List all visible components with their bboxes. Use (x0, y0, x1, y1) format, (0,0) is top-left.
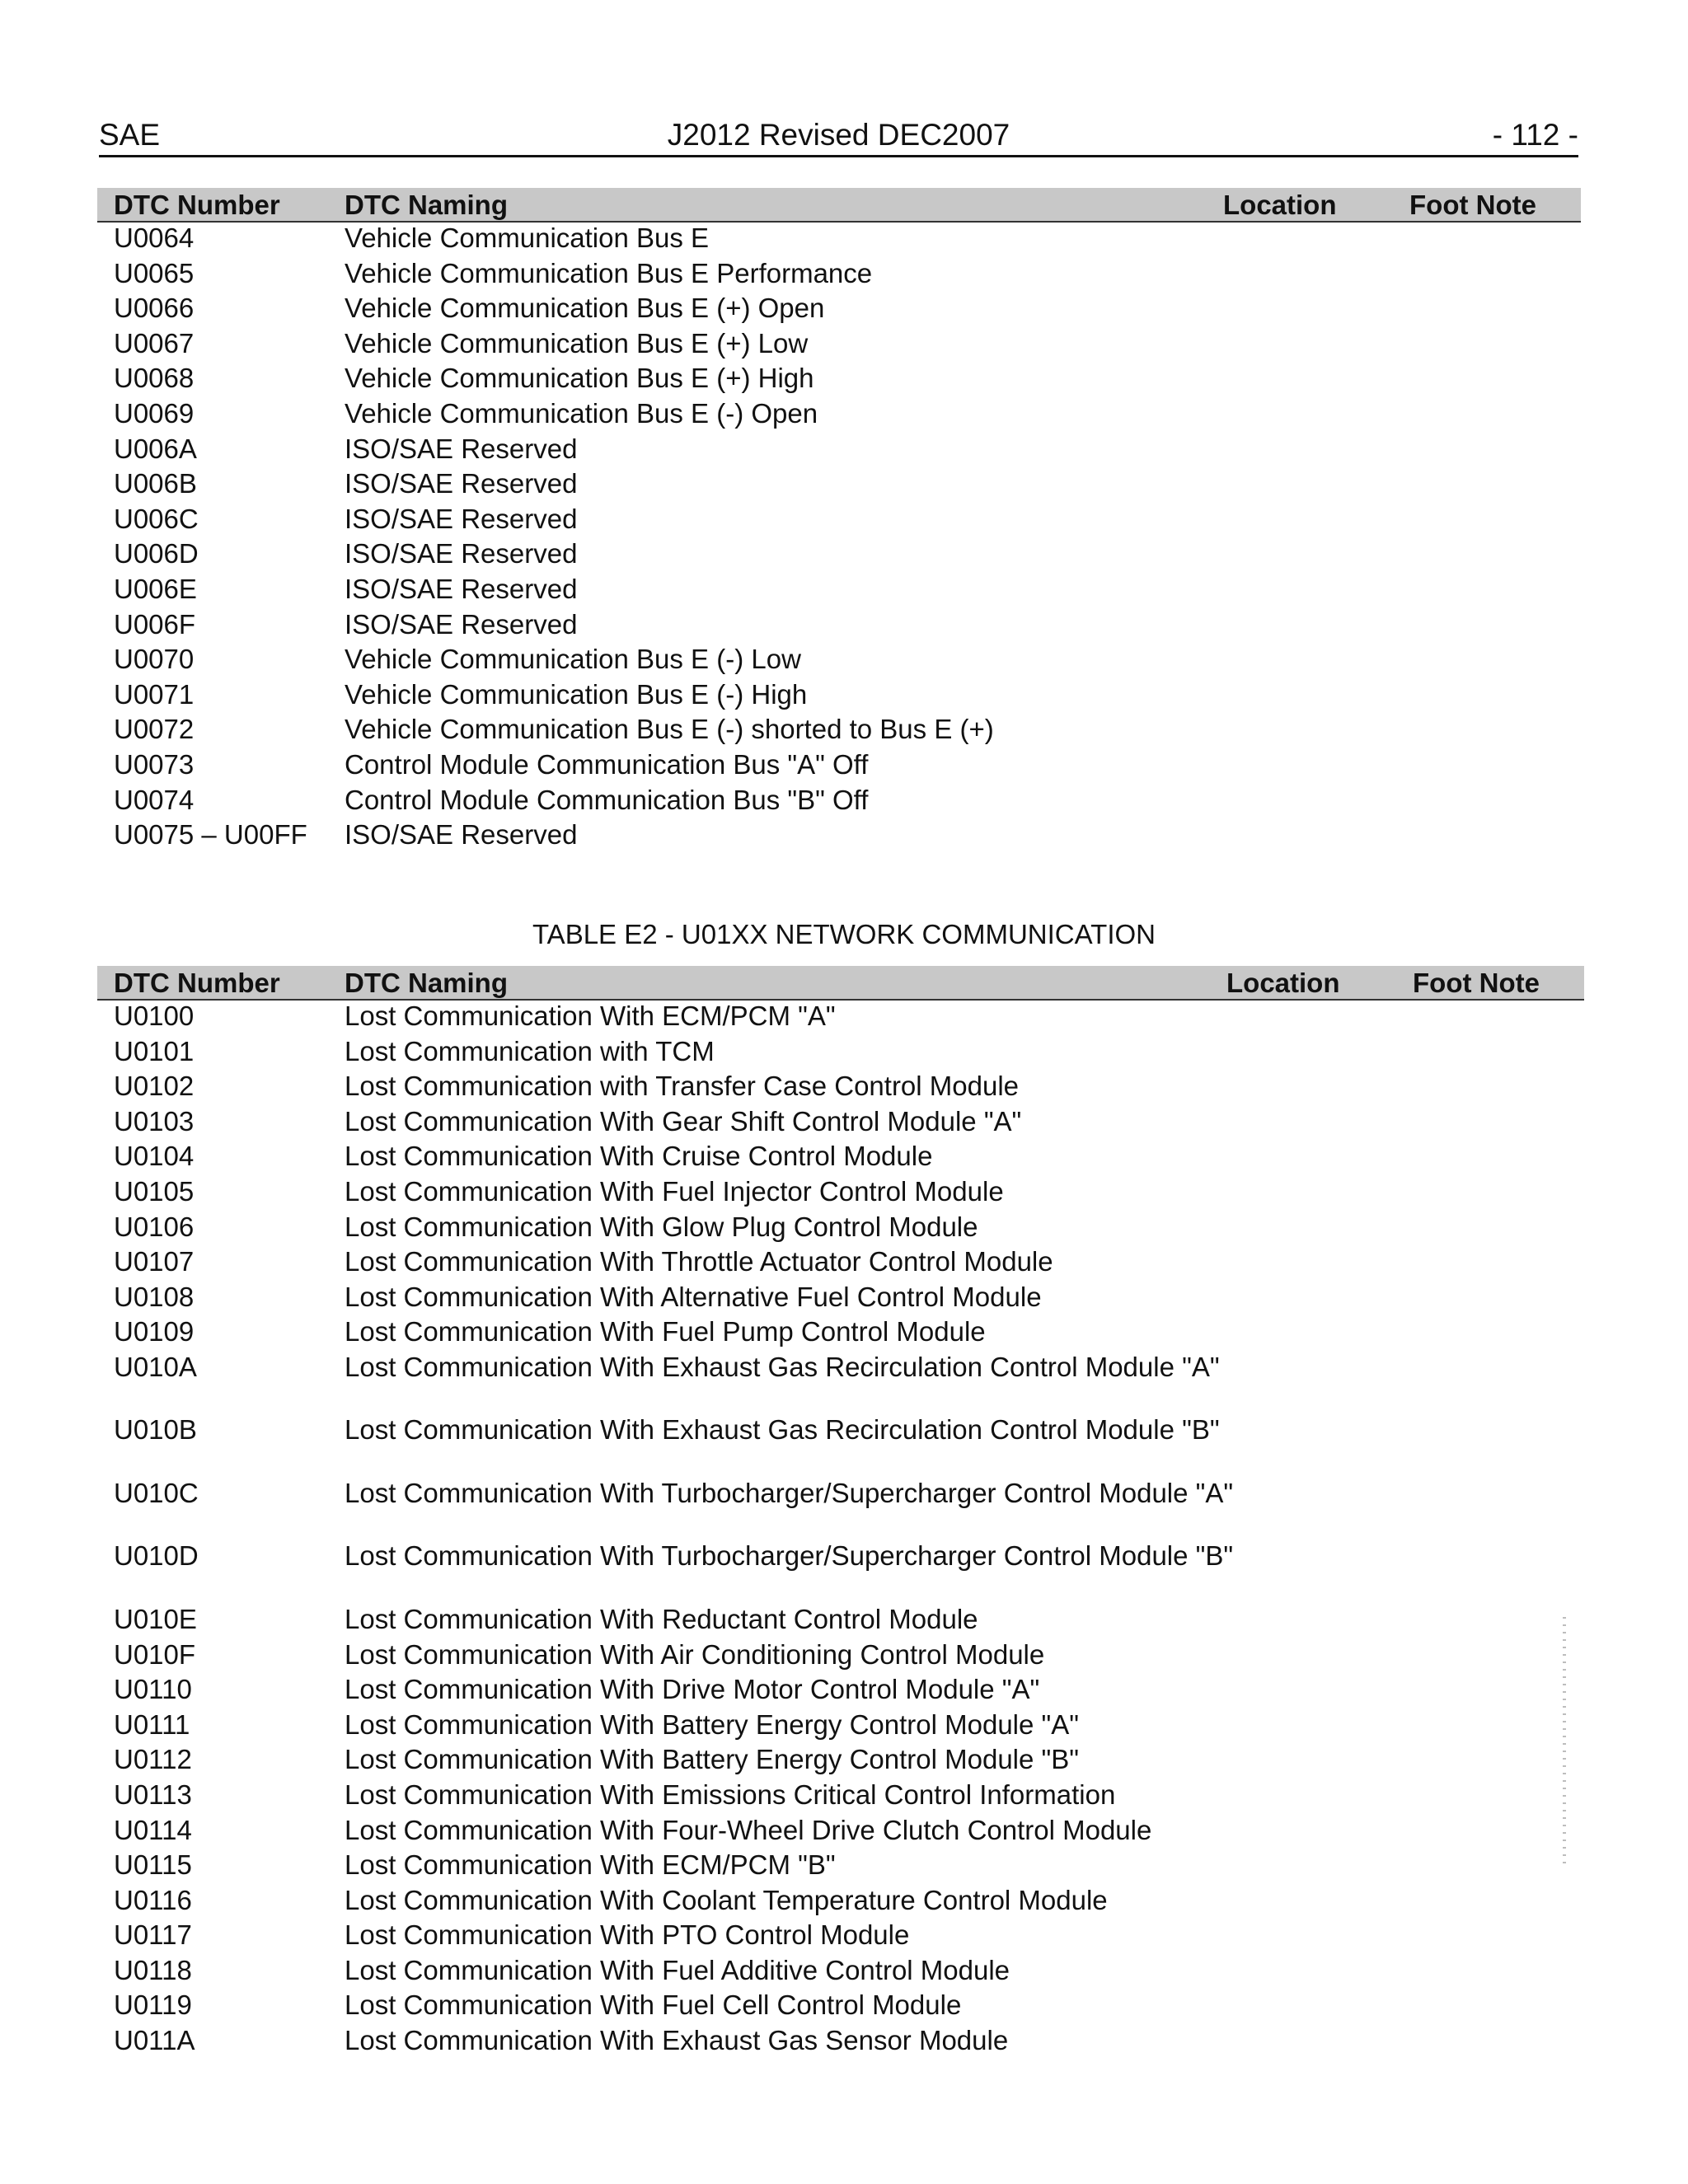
dtc-naming: Lost Communication With Fuel Additive Control Module (345, 1954, 1010, 1985)
dtc-naming: Lost Communication With Exhaust Gas Recirculation Control Module "B" (345, 1414, 1220, 1446)
dtc-naming: Lost Communication With Air Conditioning Control Module (345, 1638, 1045, 1670)
dtc-number: U0115 (114, 1849, 192, 1881)
header-page-number: - 112 - (1492, 118, 1578, 152)
dtc-number: U0065 (114, 257, 195, 288)
dtc-number: U0100 (114, 1001, 195, 1031)
dtc-naming: Lost Communication with Transfer Case Control Module (345, 1071, 1020, 1102)
dtc-naming: Vehicle Communication Bus E (-) shorted to Bus E (+) (345, 714, 994, 745)
dtc-naming: Control Module Communication Bus "A" Off (345, 748, 869, 780)
dtc-number: U0112 (114, 1744, 192, 1775)
table-row (97, 1212, 1584, 1247)
dtc-number: U0107 (114, 1246, 195, 1277)
dtc-number: U0073 (114, 748, 195, 780)
dtc-naming: Lost Communication With Cruise Control Module (345, 1141, 933, 1172)
table-row (97, 1815, 1584, 1850)
table-row (97, 1674, 1584, 1709)
table-title: TABLE E2 - U01XX NETWORK COMMUNICATION (532, 919, 1156, 949)
column-header-dtc-naming: DTC Naming (345, 190, 508, 220)
margin-marks (1563, 1617, 1566, 1864)
table-row (97, 363, 1581, 398)
table-row (97, 1990, 1584, 2025)
column-header-foot-note: Foot Note (1409, 190, 1536, 220)
dtc-naming: Lost Communication With PTO Control Module (345, 1919, 910, 1951)
table-row (97, 223, 1581, 258)
dtc-number: U006C (114, 503, 199, 534)
table-row (97, 468, 1581, 504)
dtc-number: U0069 (114, 397, 195, 429)
dtc-number: U011A (114, 2025, 195, 2056)
dtc-number: U0104 (114, 1141, 195, 1172)
table-row (97, 1176, 1584, 1212)
dtc-naming: Lost Communication With Fuel Cell Control Module (345, 1990, 962, 2021)
table-row (97, 679, 1581, 715)
table-row (97, 574, 1581, 609)
dtc-number: U0067 (114, 327, 195, 359)
table-row (97, 293, 1581, 328)
table-row (97, 1316, 1584, 1352)
table-row (97, 1744, 1584, 1779)
dtc-table-2 (97, 966, 1584, 2060)
dtc-naming: Vehicle Communication Bus E (-) Open (345, 397, 818, 429)
dtc-naming: Lost Communication With Turbocharger/Supercharger Control Module "A" (345, 1477, 1234, 1508)
dtc-number: U0071 (114, 678, 195, 710)
dtc-number: U0103 (114, 1105, 195, 1137)
table-row (97, 2025, 1584, 2060)
column-header-location: Location (1223, 190, 1337, 220)
table-row (97, 785, 1581, 820)
table-row (97, 258, 1581, 293)
dtc-naming: Lost Communication With Battery Energy Control Module "B" (345, 1744, 1079, 1775)
dtc-number: U010A (114, 1351, 197, 1382)
dtc-number: U0109 (114, 1316, 195, 1347)
table-row (97, 504, 1581, 539)
table-row (97, 1071, 1584, 1106)
dtc-naming: Lost Communication With Battery Energy Control Module "A" (345, 1708, 1079, 1740)
table-row (97, 1352, 1584, 1415)
dtc-naming: Vehicle Communication Bus E (-) High (345, 678, 808, 710)
dtc-number: U0111 (114, 1708, 190, 1740)
table-row (97, 1414, 1584, 1478)
dtc-number: U006E (114, 573, 197, 604)
dtc-naming: Lost Communication With Reductant Control Module (345, 1603, 978, 1634)
dtc-naming: Lost Communication With Emissions Critical Control Information (345, 1779, 1116, 1810)
dtc-naming: ISO/SAE Reserved (345, 468, 578, 499)
table-row (97, 819, 1581, 855)
header-document-id: J2012 Revised DEC2007 (667, 118, 1010, 152)
table-row (97, 1919, 1584, 1955)
table-row (97, 1001, 1584, 1036)
dtc-number: U010C (114, 1477, 199, 1508)
table-row (97, 328, 1581, 363)
dtc-number: U0068 (114, 363, 195, 394)
dtc-table-1 (97, 188, 1581, 855)
dtc-number: U010D (114, 1540, 199, 1572)
dtc-number: U010B (114, 1414, 197, 1446)
dtc-naming: Vehicle Communication Bus E Performance (345, 257, 873, 288)
dtc-number: U0070 (114, 644, 195, 675)
dtc-number: U0101 (114, 1035, 195, 1066)
dtc-number: U0072 (114, 714, 195, 745)
column-header-dtc-number: DTC Number (114, 190, 280, 220)
dtc-naming: Lost Communication With ECM/PCM "A" (345, 1001, 836, 1031)
dtc-naming: Lost Communication With Fuel Pump Control Module (345, 1316, 986, 1347)
dtc-number: U0105 (114, 1175, 195, 1207)
dtc-number: U006B (114, 468, 197, 499)
table-row (97, 749, 1581, 785)
column-header-foot-note: Foot Note (1413, 968, 1540, 998)
table-row (97, 1106, 1584, 1141)
dtc-naming: ISO/SAE Reserved (345, 503, 578, 534)
dtc-number: U0119 (114, 1990, 192, 2021)
dtc-naming: Lost Communication With Exhaust Gas Recirculation Control Module "A" (345, 1351, 1220, 1382)
dtc-naming: ISO/SAE Reserved (345, 819, 578, 851)
dtc-naming: Lost Communication With Throttle Actuator Control Module (345, 1246, 1053, 1277)
dtc-naming: Vehicle Communication Bus E (345, 223, 710, 253)
dtc-naming: Lost Communication With Coolant Temperature Control Module (345, 1884, 1108, 1915)
dtc-number: U0116 (114, 1884, 192, 1915)
table-row (97, 1540, 1584, 1604)
table-row (97, 644, 1581, 679)
column-header-location: Location (1226, 968, 1340, 998)
column-header-dtc-number: DTC Number (114, 968, 280, 998)
dtc-number: U0114 (114, 1814, 192, 1845)
table-header-row (97, 966, 1584, 1001)
dtc-naming: Vehicle Communication Bus E (+) High (345, 363, 814, 394)
table-row (97, 1849, 1584, 1885)
dtc-naming: Lost Communication With Four-Wheel Drive Clutch Control Module (345, 1814, 1152, 1845)
dtc-number: U0074 (114, 784, 195, 815)
table-header-row (97, 188, 1581, 223)
table-row (97, 1779, 1584, 1815)
dtc-naming: Lost Communication With Drive Motor Control Module "A" (345, 1674, 1040, 1705)
dtc-naming: Lost Communication With Exhaust Gas Sensor Module (345, 2025, 1009, 2056)
header-org: SAE (99, 118, 161, 152)
table-body (97, 1001, 1584, 2060)
table-row (97, 1604, 1584, 1639)
dtc-naming: Lost Communication With Glow Plug Control Module (345, 1211, 978, 1242)
dtc-number: U006D (114, 538, 199, 569)
dtc-naming: Lost Communication with TCM (345, 1035, 715, 1066)
dtc-naming: ISO/SAE Reserved (345, 538, 578, 569)
dtc-number: U0113 (114, 1779, 192, 1810)
table-row (97, 538, 1581, 574)
dtc-naming: Lost Communication With Fuel Injector Control Module (345, 1175, 1004, 1207)
table-row (97, 714, 1581, 749)
dtc-number: U0117 (114, 1919, 192, 1951)
page-header (99, 115, 1578, 157)
dtc-naming: Lost Communication With Turbocharger/Supercharger Control Module "B" (345, 1540, 1234, 1572)
column-header-dtc-naming: DTC Naming (345, 968, 508, 998)
dtc-naming: ISO/SAE Reserved (345, 433, 578, 464)
dtc-naming: Lost Communication With Alternative Fuel Control Module (345, 1281, 1042, 1312)
dtc-number: U006F (114, 608, 196, 640)
table-row (97, 398, 1581, 434)
table-row (97, 1709, 1584, 1745)
dtc-naming: Vehicle Communication Bus E (-) Low (345, 644, 801, 675)
dtc-naming: Control Module Communication Bus "B" Off (345, 784, 869, 815)
dtc-number: U0110 (114, 1674, 192, 1705)
table-row (97, 1036, 1584, 1071)
table-row (97, 1955, 1584, 1990)
dtc-number: U0108 (114, 1281, 195, 1312)
dtc-number: U0102 (114, 1071, 195, 1102)
dtc-naming: ISO/SAE Reserved (345, 573, 578, 604)
dtc-naming: Lost Communication With ECM/PCM "B" (345, 1849, 836, 1881)
table-body (97, 223, 1581, 855)
table-row (97, 1885, 1584, 1920)
table-row (97, 1141, 1584, 1176)
table-row (97, 1478, 1584, 1541)
table-row (97, 1282, 1584, 1317)
table-row (97, 609, 1581, 644)
dtc-number: U0064 (114, 223, 195, 253)
dtc-number: U010E (114, 1603, 197, 1634)
dtc-naming: Vehicle Communication Bus E (+) Low (345, 327, 809, 359)
dtc-number: U0106 (114, 1211, 195, 1242)
dtc-number: U0075 – U00FF (114, 819, 307, 851)
dtc-naming: Vehicle Communication Bus E (+) Open (345, 293, 825, 324)
dtc-number: U010F (114, 1638, 196, 1670)
dtc-naming: ISO/SAE Reserved (345, 608, 578, 640)
table-row (97, 1246, 1584, 1282)
table-row (97, 434, 1581, 469)
dtc-number: U0066 (114, 293, 195, 324)
dtc-number: U0118 (114, 1954, 192, 1985)
dtc-number: U006A (114, 433, 197, 464)
table-row (97, 1639, 1584, 1675)
dtc-naming: Lost Communication With Gear Shift Control Module "A" (345, 1105, 1022, 1137)
